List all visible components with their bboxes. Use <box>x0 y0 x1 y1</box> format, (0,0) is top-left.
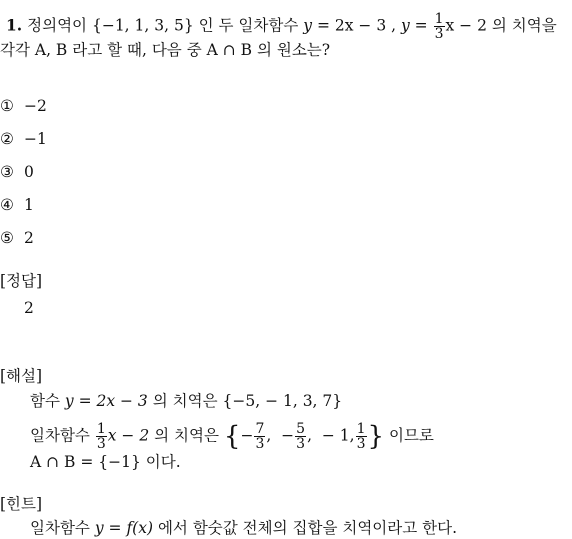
question-line-2: 각각 A, B 라고 할 때, 다음 중 A ∩ B 의 원소는? <box>0 41 331 59</box>
explanation-line-2: 일차함수 $\frac{1}{3}$ x − 2 의 치역은 {− $\frac{7}{3}$ , − $\frac{5}{3}$ , − 1, $\frac{1}{3}$ } 이므로 <box>30 421 434 452</box>
numerator: 1 <box>356 421 366 437</box>
hint-header: [힌트] <box>0 495 43 513</box>
question-number: 1. <box>6 15 23 35</box>
choice-2 <box>0 129 47 149</box>
f2-lhs: y <box>400 16 410 35</box>
denominator: 3 <box>96 436 106 452</box>
domain-set: {−1, 1, 3, 5} <box>91 16 194 35</box>
choice-marker: ② <box>0 130 14 148</box>
question-text-a: 정의역이 <box>27 16 88 35</box>
explanation-line-1 <box>30 391 342 411</box>
choice-value: 0 <box>24 163 34 181</box>
left-brace: { <box>223 421 241 452</box>
explanation-header: [해설] <box>0 367 43 385</box>
choice-value: 2 <box>24 229 34 247</box>
hint-text <box>30 518 457 538</box>
f2-denominator: 3 <box>434 26 444 42</box>
question-text-c: 의 치역을 <box>491 16 557 35</box>
choice-5 <box>0 228 34 248</box>
denominator: 3 <box>296 436 306 452</box>
denominator: 3 <box>255 436 265 452</box>
f2-tail: x − 2 <box>445 16 487 35</box>
choice-1 <box>0 96 47 116</box>
expl-text-c: 일차함수 <box>30 426 90 445</box>
choice-marker: ④ <box>0 196 14 214</box>
f2-numerator: 1 <box>434 11 444 27</box>
f2-fraction <box>434 12 445 41</box>
expl-tail: x − 2 <box>107 426 150 445</box>
expl-equation-1: y = 2x − 3 <box>64 392 148 410</box>
answer-header: [정답] <box>0 272 43 290</box>
choice-marker: ③ <box>0 163 14 181</box>
hint-equation: y = f(x) <box>94 519 154 537</box>
choice-4 <box>0 195 34 215</box>
choice-value: −2 <box>24 97 47 115</box>
expl-text-e: 이므로 <box>388 426 434 445</box>
choice-value: −1 <box>24 130 47 148</box>
expl-fraction-1 <box>96 422 107 451</box>
question-text-b: 인 두 일차함수 <box>198 16 299 35</box>
hint-text-b: 에서 함숫값 전체의 집합을 치역이라고 한다. <box>157 519 458 537</box>
expl-text-a: 함수 <box>30 392 60 410</box>
f2-eq: = <box>409 16 433 35</box>
numerator: 7 <box>255 421 265 437</box>
right-brace: } <box>367 421 385 452</box>
hint-text-a: 일차함수 <box>30 519 90 537</box>
choice-value: 1 <box>24 196 34 214</box>
choice-marker: ① <box>0 97 14 115</box>
expl-text-b: 의 치역은 <box>152 392 218 410</box>
set-frac-3 <box>356 422 367 451</box>
numerator: 1 <box>96 421 106 437</box>
f1-lhs: y <box>303 16 313 35</box>
denominator: 3 <box>356 436 366 452</box>
choice-marker: ⑤ <box>0 229 14 247</box>
expl-text-d: 의 치역은 <box>154 426 219 445</box>
question-line-1 <box>6 12 557 41</box>
choice-3 <box>0 162 34 182</box>
expl-range-set-1: {−5, − 1, 3, 7} <box>222 392 343 410</box>
set-frac-2 <box>295 422 306 451</box>
set-frac-1 <box>254 422 265 451</box>
answer-value: 2 <box>24 299 34 317</box>
numerator: 5 <box>296 421 306 437</box>
explanation-line-3: A ∩ B = {−1} 이다. <box>30 453 181 471</box>
f1-rhs: = 2x − 3 , <box>312 16 397 35</box>
